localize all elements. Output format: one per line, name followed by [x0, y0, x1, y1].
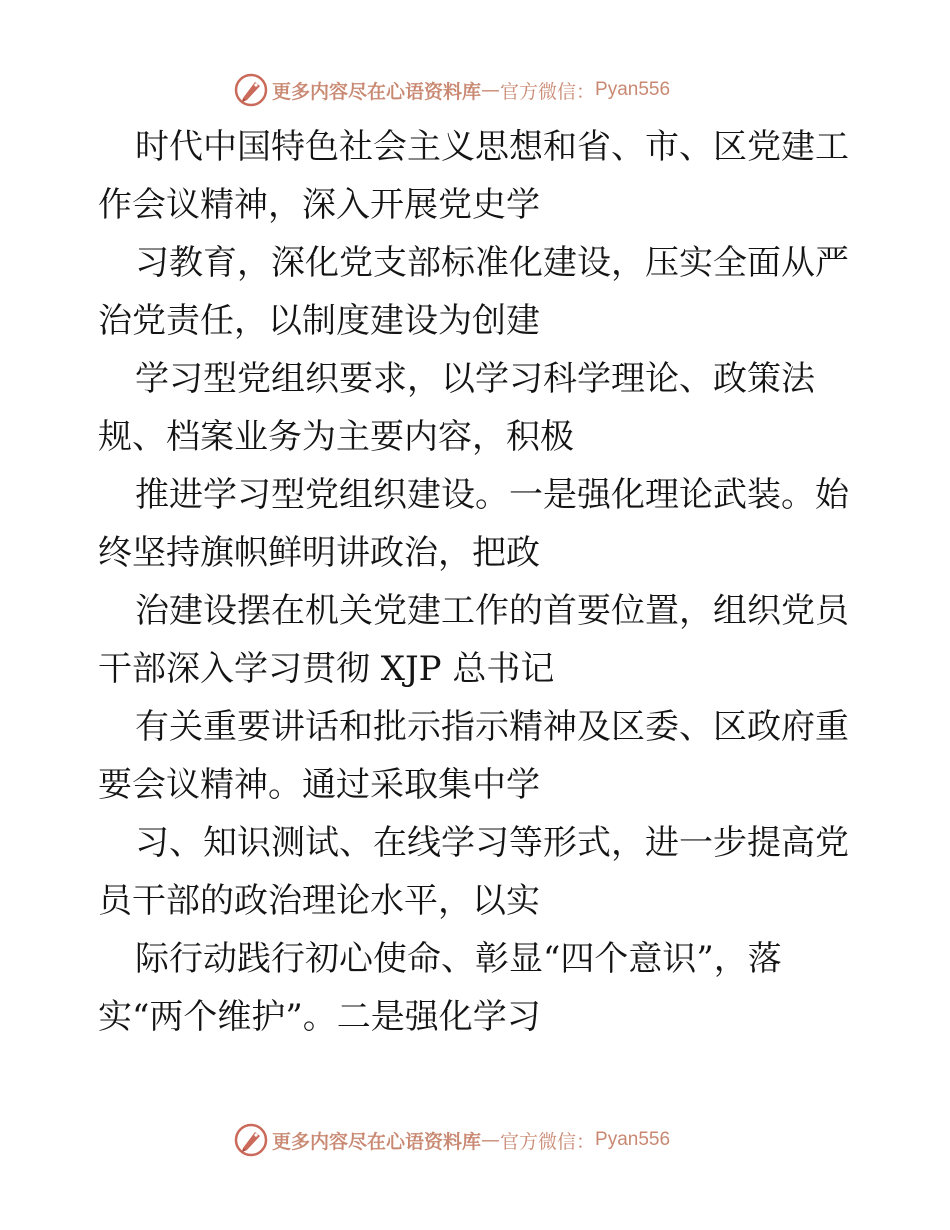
paragraph — [0, 350, 950, 466]
paragraph-line-first: 习、知识测试、在线学习等形式，进一步提高党 — [135, 823, 849, 863]
document-body — [0, 118, 950, 1046]
paragraph-line-second: 治党责任，以制度建设为创建 — [98, 301, 540, 341]
paragraph — [0, 234, 950, 350]
paragraph-line-second: 作会议精神，深入开展党史学 — [98, 185, 540, 225]
paragraph-line-second: 要会议精神。通过采取集中学 — [98, 765, 540, 805]
header-wechat-id: Pyan556 — [595, 79, 671, 100]
footer-wechat-id: Pyan556 — [595, 1129, 671, 1150]
paragraph-line-first: 时代中国特色社会主义思想和省、市、区党建工 — [135, 127, 849, 167]
paragraph — [0, 466, 950, 582]
paragraph — [0, 118, 950, 234]
paragraph — [0, 582, 950, 698]
paragraph-line-second: 员干部的政治理论水平，以实 — [98, 881, 540, 921]
footer-wechat-label: 官方微信： — [500, 1130, 596, 1153]
paragraph — [0, 930, 950, 1046]
paragraph-line-first: 习教育，深化党支部标准化建设，压实全面从严 — [135, 243, 849, 283]
header-banner — [234, 70, 714, 110]
paragraph-line-second: 规、档案业务为主要内容，积极 — [98, 417, 574, 457]
paragraph-line-first: 际行动践行初心使命、彰显“四个意识”，落 — [135, 939, 782, 979]
header-separator: — — [481, 79, 501, 101]
pen-nib-logo-icon — [234, 73, 268, 107]
paragraph-line-first: 治建设摆在机关党建工作的首要位置，组织党员 — [135, 591, 849, 631]
footer-brand-text: 更多内容尽在心语资料库 — [272, 1130, 482, 1153]
footer-banner — [234, 1120, 714, 1160]
paragraph-line-second: 终坚持旗帜鲜明讲政治，把政 — [98, 533, 540, 573]
paragraph — [0, 698, 950, 814]
paragraph-line-first: 学习型党组织要求，以学习科学理论、政策法 — [135, 359, 815, 399]
footer-separator: — — [481, 1129, 501, 1151]
paragraph-line-second: 实“两个维护”。二是强化学习 — [98, 997, 541, 1037]
header-brand-text: 更多内容尽在心语资料库 — [272, 80, 482, 103]
pen-nib-logo-icon — [234, 1123, 268, 1157]
header-wechat-label: 官方微信： — [500, 80, 596, 103]
paragraph-line-first: 推进学习型党组织建设。一是强化理论武装。始 — [135, 475, 849, 515]
paragraph-line-first: 有关重要讲话和批示指示精神及区委、区政府重 — [135, 707, 849, 747]
paragraph — [0, 814, 950, 930]
paragraph-line-second: 干部深入学习贯彻 XJP 总书记 — [98, 649, 555, 689]
